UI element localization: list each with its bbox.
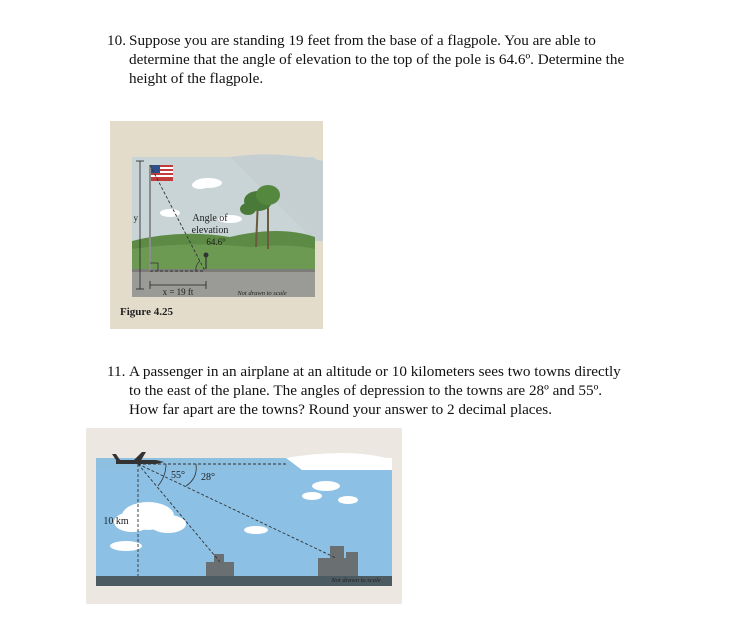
altitude-label: 10 km: [103, 516, 129, 527]
angle-label-line-2: elevation: [191, 225, 229, 236]
scale-note: Not drawn to scale: [331, 577, 381, 584]
problem-10: [107, 31, 707, 88]
problem-10-number: 10.: [107, 32, 126, 49]
angle-value: 64.6°: [206, 237, 226, 247]
angle-label-line-1: Angle of: [192, 213, 228, 224]
scale-note: Not drawn to scale: [237, 290, 287, 297]
height-label: y: [133, 213, 138, 223]
problem-11-number: 11.: [107, 363, 126, 380]
distance-label: x = 19 ft: [162, 287, 194, 297]
problem-10-line-3: height of the flagpole.: [129, 70, 264, 87]
problem-11-line-3: How far apart are the towns? Round your answer to 2 decimal places.: [129, 401, 552, 418]
airplane-figure: [86, 428, 402, 604]
angle-55: 55°: [171, 470, 185, 481]
problem-10-line-1: Suppose you are standing 19 feet from the base of a flagpole. You are able to: [129, 32, 596, 49]
airplane-illustration: [86, 428, 402, 604]
flagpole-figure: [110, 121, 323, 329]
problem-11-line-1: A passenger in an airplane at an altitude or 10 kilometers sees two towns directly: [129, 363, 621, 380]
problem-11: [107, 362, 707, 419]
angle-28: 28°: [201, 472, 215, 483]
problem-10-line-2: determine that the angle of elevation to the top of the pole is 64.6º. Determine the: [129, 51, 625, 68]
figure-caption: Figure 4.25: [120, 306, 173, 318]
problem-11-line-2: to the east of the plane. The angles of depression to the towns are 28º and 55º.: [129, 382, 603, 399]
flagpole-illustration: [110, 121, 323, 329]
